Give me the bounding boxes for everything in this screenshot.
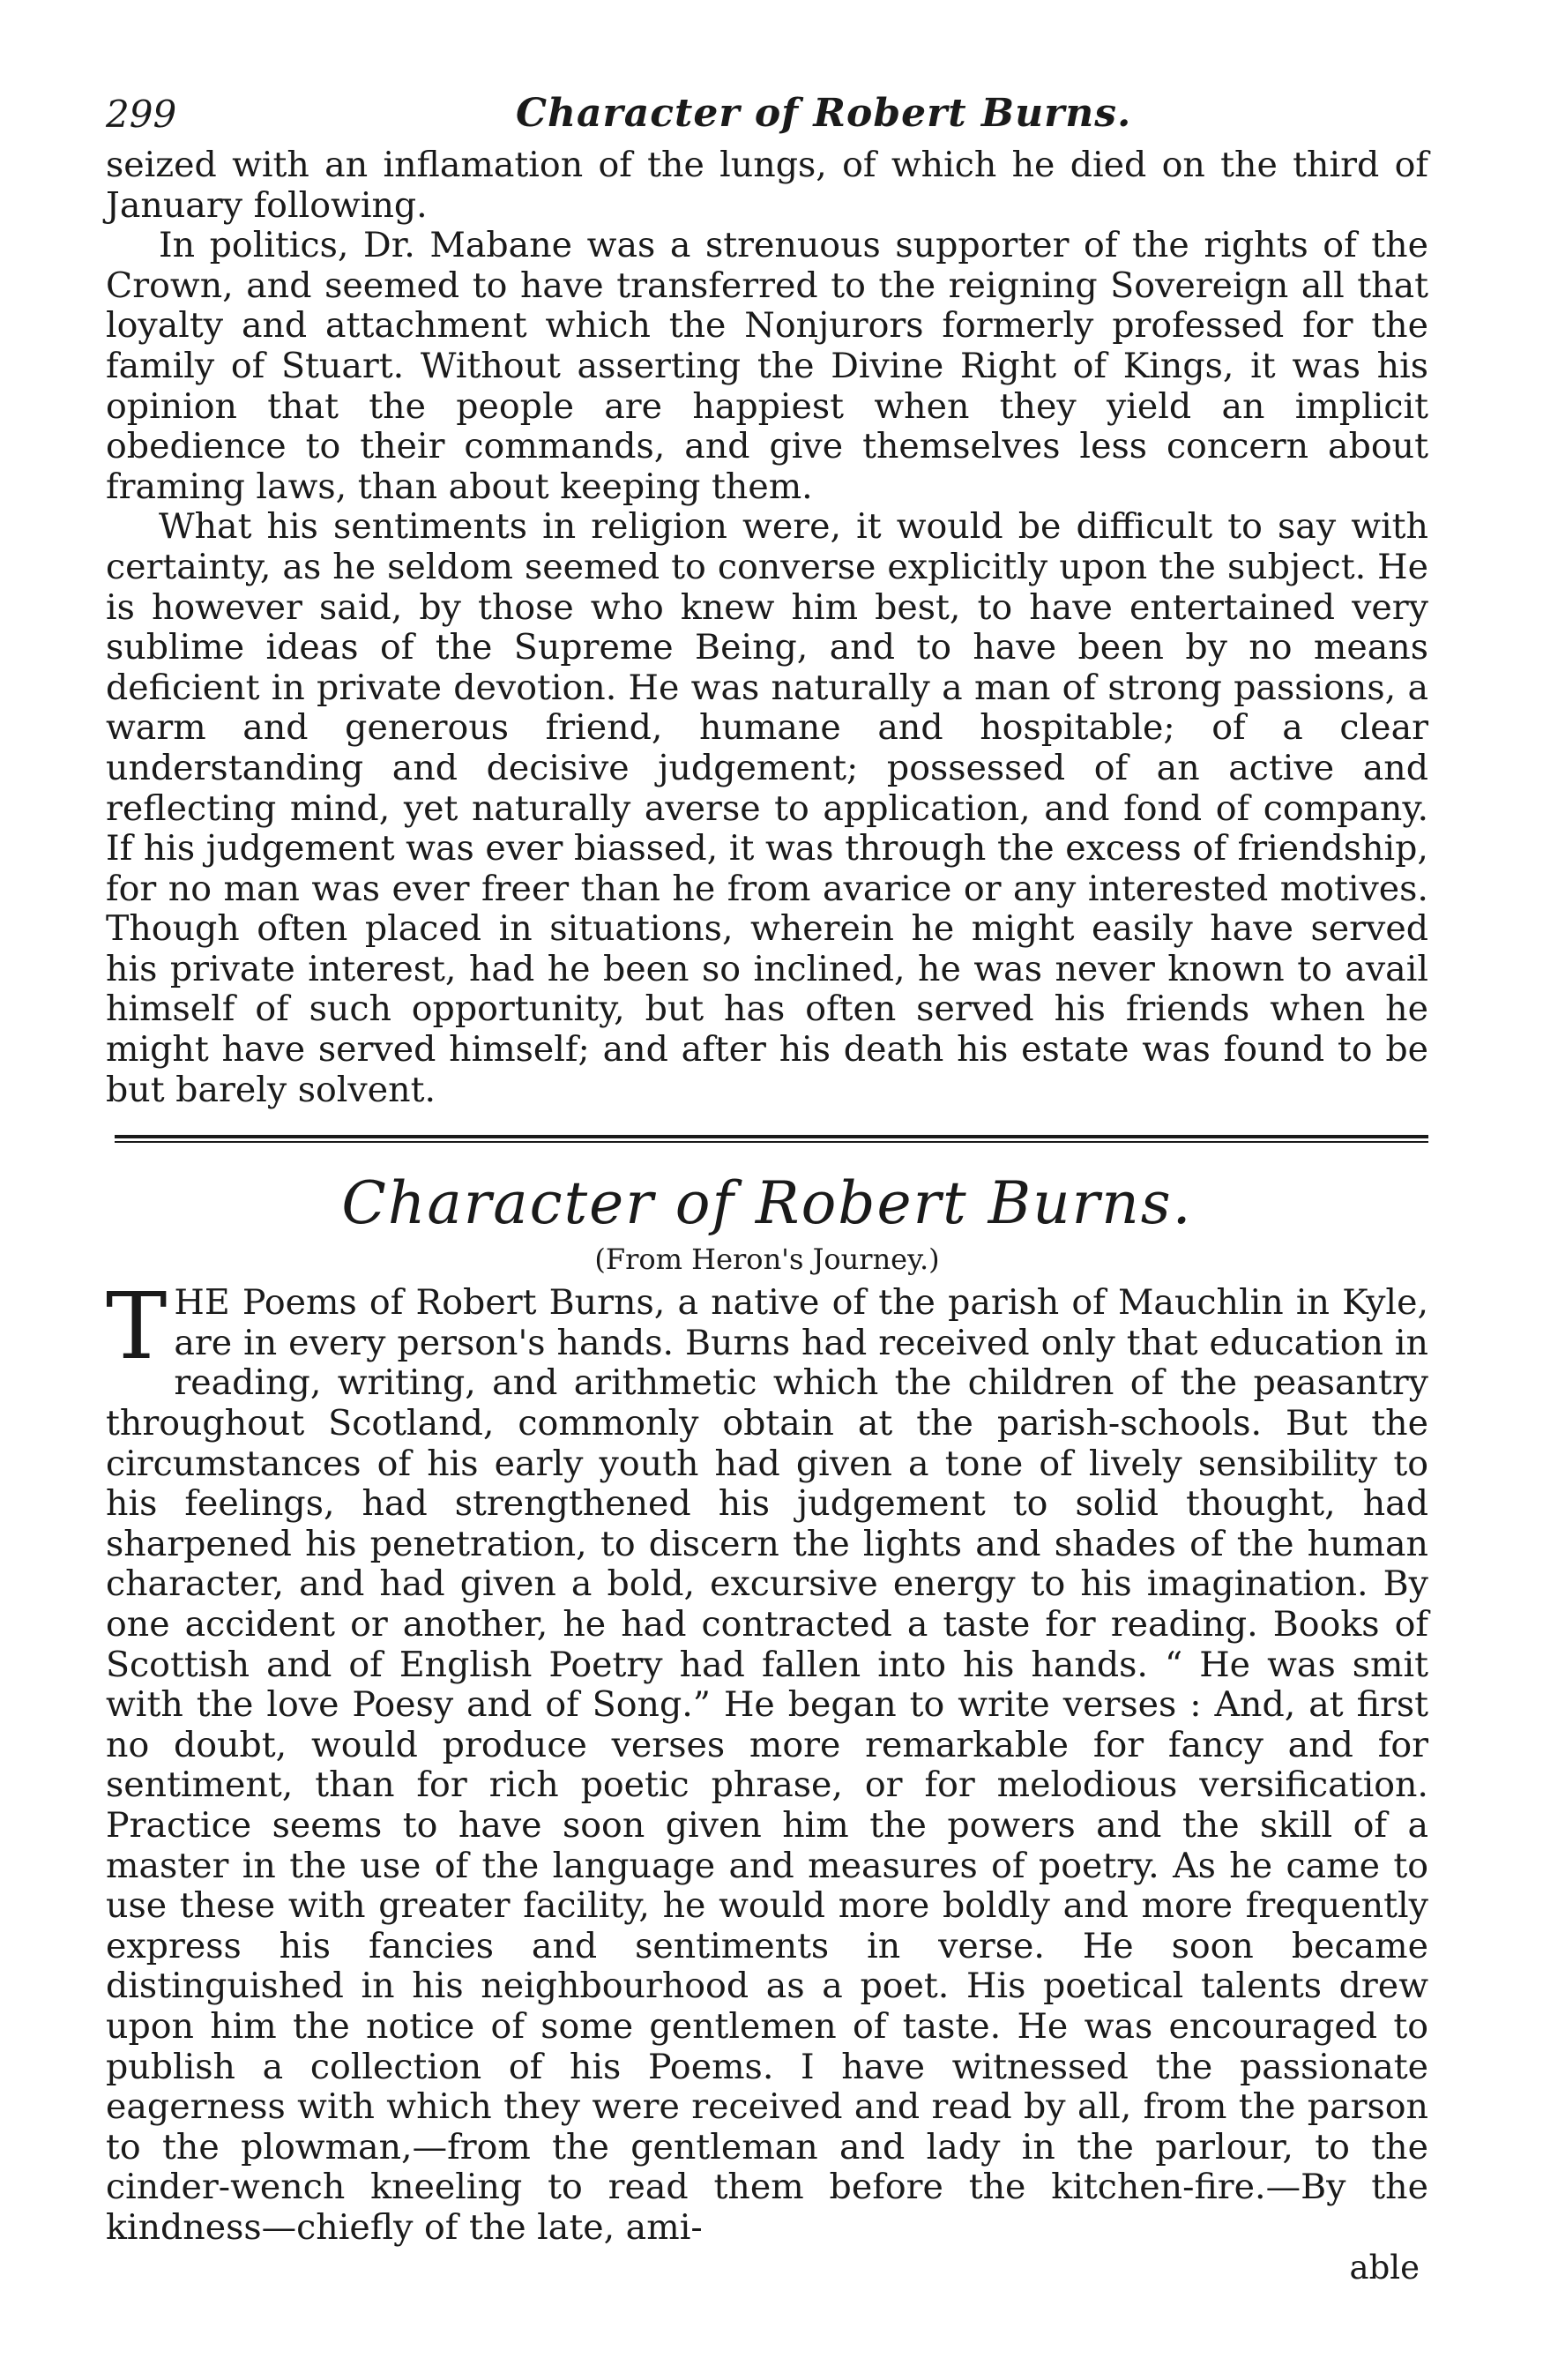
drop-cap: T — [106, 1272, 168, 1381]
divider-rule-thin — [115, 1141, 1428, 1143]
paragraph-burns: HE Poems of Robert Burns, a native of the parish of Mauchlin in Kyle, are in every person's hands. Burns had received only that education in reading, writing, and arithmetic which the children of the peasantry throughout Scotland, commonly obtain at the parish-schools. But the circumstances of his early youth had given a tone of lively sensibility to his feelings, had strengthened his judgement to solid thought, had sharpened his penetration, to discern the lights and shades of the human character, and had given a bold, excursive energy to his imagination. By one accident or another, he had contracted a taste for reading. Books of Scottish and of English Poetry had fallen into his hands. “ He was smit with the love Poesy and of Song.” He began to write verses : And, at first no doubt, would produce verses more remarkable for fancy and for sentiment, than for rich poetic phrase, or for melodious versification. Practice seems to have soon given him the powers and the skill of a master in the use of the language and measures of poetry. As he came to use these with greater facility, he would more boldly and more frequently express his fancies and sentiments in verse. He soon became distinguished in his neighbourhood as a poet. His poetical talents drew upon him the notice of some gentlemen of taste. He was encouraged to publish a collection of his Poems. I have witnessed the passionate eagerness with which they were received and read by all, from the parson to the plowman,—from the gentleman and lady in the parlour, to the cinder-wench kneeling to read them before the kitchen-fire.—By the kindness—chiefly of the late, ami- — [106, 1282, 1428, 2248]
running-title: Character of Robert Burns. — [516, 91, 1132, 136]
article-title: Character of Robert Burns. — [341, 1169, 1193, 1238]
paragraph-religion: What his sentiments in religion were, it would be difficult to say with certainty, as he seldom seemed to converse explicitly upon the subject. He is however said, by those who knew him best, to have entertained very sublime ideas of the Supreme Being, and to have been by no means deficient in private devotion. He was naturally a man of strong passions, a warm and generous friend, humane and hospitable; of a clear understanding and decisive judgement; possessed of an active and reflecting mind, yet naturally averse to application, and fond of company. If his judgement was ever biassed, it was through the excess of friendship, for no man was ever freer than he from avarice or any interested motives. Though often placed in situations, wherein he might easily have served his private interest, had he been so inclined, he was never known to avail himself of such opportunity, but has often served his friends when he might have served himself; and after his death his estate was found to be but barely solvent. — [106, 506, 1428, 1110]
section-divider — [115, 1135, 1428, 1143]
divider-rule-thick — [115, 1135, 1428, 1138]
article-source: (From Heron's Journey.) — [594, 1242, 940, 1277]
continuation-text — [106, 145, 1428, 1110]
paragraph-politics: In politics, Dr. Mabane was a strenuous supporter of the rights of the Crown, and seemed to have transferred to the reigning Sovereign all that loyalty and attachment which the Nonjurors formerly professed for the family of Stuart. Without asserting the Divine Right of Kings, it was his opinion that the people are happiest when they yield an implicit obedience to their commands, and give themselves less concern about framing laws, than about keeping them. — [106, 225, 1428, 507]
article-text — [106, 1272, 1428, 2248]
running-head — [106, 84, 1428, 145]
catchword: able — [1349, 2248, 1420, 2287]
book-page — [106, 84, 1428, 2287]
paragraph-death: seized with an inflamation of the lungs, of which he died on the third of January following. — [106, 145, 1428, 226]
page-number: 299 — [106, 93, 177, 136]
